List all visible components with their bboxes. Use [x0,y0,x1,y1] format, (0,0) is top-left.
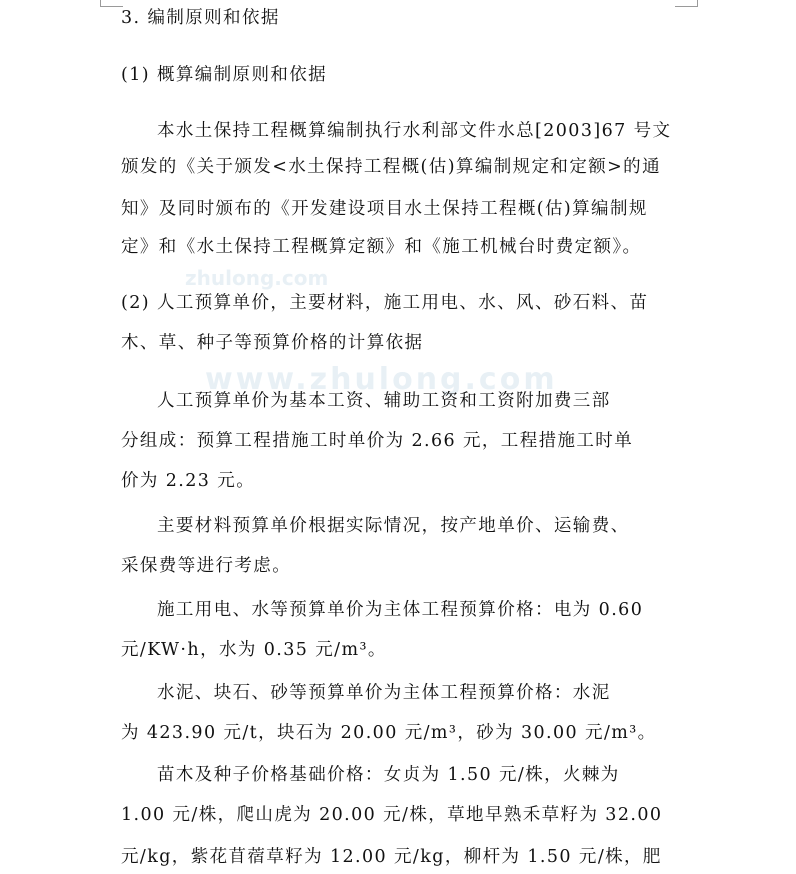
paragraph-3-line-1: 主要材料预算单价根据实际情况，按产地单价、运输费、 [157,516,630,536]
paragraph-1-line-3: 知》及同时颁布的《开发建设项目水土保持工程概(估)算编制规 [121,199,648,219]
paragraph-2-line-3: 价为 2.23 元。 [121,471,256,491]
subheading-2-line-2: 木、草、种子等预算价格的计算依据 [121,333,424,353]
heading-3: 3. 编制原则和依据 [121,8,280,28]
paragraph-6-line-3: 元/kg，紫花苜蓿草籽为 12.00 元/kg，柳杆为 1.50 元/株，肥 [121,847,662,867]
paragraph-5-line-1: 水泥、块石、砂等预算单价为主体工程预算价格：水泥 [157,683,611,703]
paragraph-3-line-2: 采保费等进行考虑。 [121,556,292,576]
paragraph-4-line-1: 施工用电、水等预算单价为主体工程预算价格：电为 0.60 [157,600,644,620]
paragraph-5-line-2: 为 423.90 元/t，块石为 20.00 元/m³，砂为 30.00 元/m³。 [121,723,657,743]
paragraph-1-line-4: 定》和《水土保持工程概算定额》和《施工机械台时费定额》。 [121,237,642,257]
watermark-small: zhulong.com [185,266,329,290]
paragraph-2-line-1: 人工预算单价为基本工资、辅助工资和工资附加费三部 [157,391,611,411]
paragraph-1-line-2: 颁发的《关于颁发<水土保持工程概(估)算编制规定和定额>的通 [121,157,661,177]
paragraph-6-line-1: 苗木及种子价格基础价格：女贞为 1.50 元/株，火棘为 [157,765,620,785]
paragraph-1-line-1: 本水土保持工程概算编制执行水利部文件水总[2003]67 号文 [157,121,672,141]
subheading-1: (1) 概算编制原则和依据 [121,65,328,85]
watermark-large: www.zhulong.com [205,362,558,397]
margin-corner-mark-left [100,0,123,7]
margin-corner-mark-right [675,0,698,7]
paragraph-2-line-2: 分组成：预算工程措施工时单价为 2.66 元，工程措施工时单 [121,431,634,451]
paragraph-6-line-2: 1.00 元/株，爬山虎为 20.00 元/株，草地早熟禾草籽为 32.00 [121,805,663,825]
paragraph-4-line-2: 元/KW·h，水为 0.35 元/m³。 [121,640,387,660]
subheading-2-line-1: (2) 人工预算单价，主要材料，施工用电、水、风、砂石料、苗 [121,293,649,313]
